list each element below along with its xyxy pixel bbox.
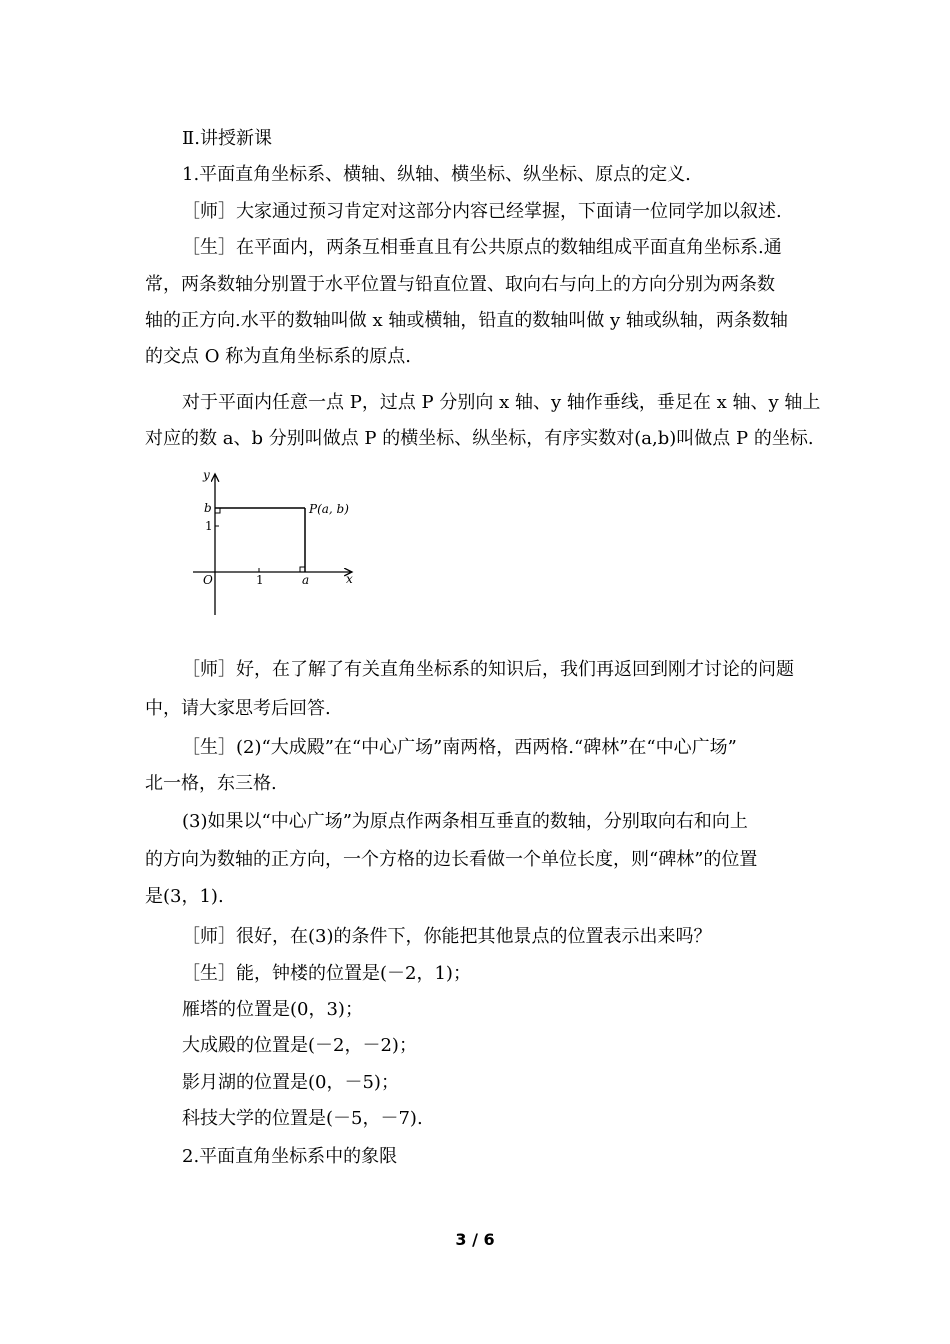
paragraph-line: 北一格，东三格.: [145, 773, 277, 794]
section-heading: 2.平面直角坐标系中的象限: [182, 1146, 398, 1167]
paragraph-line: (3)如果以“中心广场”为原点作两条相互垂直的数轴，分别取向右和向上: [182, 811, 748, 832]
paragraph-line: 1.平面直角坐标系、横轴、纵轴、横坐标、纵坐标、原点的定义.: [182, 164, 691, 185]
coordinate-diagram: [185, 465, 365, 615]
paragraph-line: 是(3，1).: [145, 886, 224, 907]
y-axis-label: y: [203, 468, 210, 482]
paragraph-line: ［师］很好，在(3)的条件下，你能把其他景点的位置表示出来吗？: [182, 926, 712, 947]
paragraph-line: ［师］大家通过预习肯定对这部分内容已经掌握，下面请一位同学加以叙述.: [182, 201, 782, 222]
paragraph-line: 中，请大家思考后回答.: [145, 698, 331, 719]
paragraph-line: ［师］好，在了解了有关直角坐标系的知识后，我们再返回到刚才讨论的问题: [182, 659, 794, 680]
paragraph-line: ［生］能，钟楼的位置是(－2，1)；: [182, 963, 471, 984]
page-number: 3 / 6: [455, 1230, 495, 1249]
b-label: b: [204, 501, 212, 515]
paragraph-line: 科技大学的位置是(－5，－7).: [182, 1108, 423, 1129]
paragraph-line: 对于平面内任意一点 P，过点 P 分别向 x 轴、y 轴作垂线，垂足在 x 轴、y 轴上: [182, 392, 821, 413]
paragraph-line: 对应的数 a、b 分别叫做点 P 的横坐标、纵坐标，有序实数对(a,b)叫做点 P 的坐标.: [145, 428, 814, 449]
paragraph-line: ［生］在平面内，两条互相垂直且有公共原点的数轴组成平面直角坐标系.通: [182, 237, 782, 258]
paragraph-line: 雁塔的位置是(0，3)；: [182, 999, 363, 1020]
paragraph-line: 影月湖的位置是(0，－5)；: [182, 1072, 399, 1093]
paragraph-line: 的交点 O 称为直角坐标系的原点.: [145, 346, 411, 367]
paragraph-line: 轴的正方向.水平的数轴叫做 x 轴或横轴，铅直的数轴叫做 y 轴或纵轴，两条数轴: [145, 310, 788, 331]
paragraph-line: ［生］(2)“大成殿”在“中心广场”南两格，西两格.“碑林”在“中心广场”: [182, 737, 737, 758]
one-x-label: 1: [256, 573, 264, 587]
origin-label: O: [203, 573, 213, 587]
paragraph-line: 常，两条数轴分别置于水平位置与铅直位置、取向右与向上的方向分别为两条数: [145, 274, 775, 295]
one-y-label: 1: [205, 519, 213, 533]
point-p-label: P(a, b): [309, 502, 349, 516]
paragraph-line: 的方向为数轴的正方向，一个方格的边长看做一个单位长度，则“碑林”的位置: [145, 849, 758, 870]
section-heading: Ⅱ.讲授新课: [182, 128, 272, 149]
a-label: a: [302, 573, 310, 587]
paragraph-line: 大成殿的位置是(－2，－2)；: [182, 1035, 417, 1056]
x-axis-label: x: [346, 572, 353, 586]
